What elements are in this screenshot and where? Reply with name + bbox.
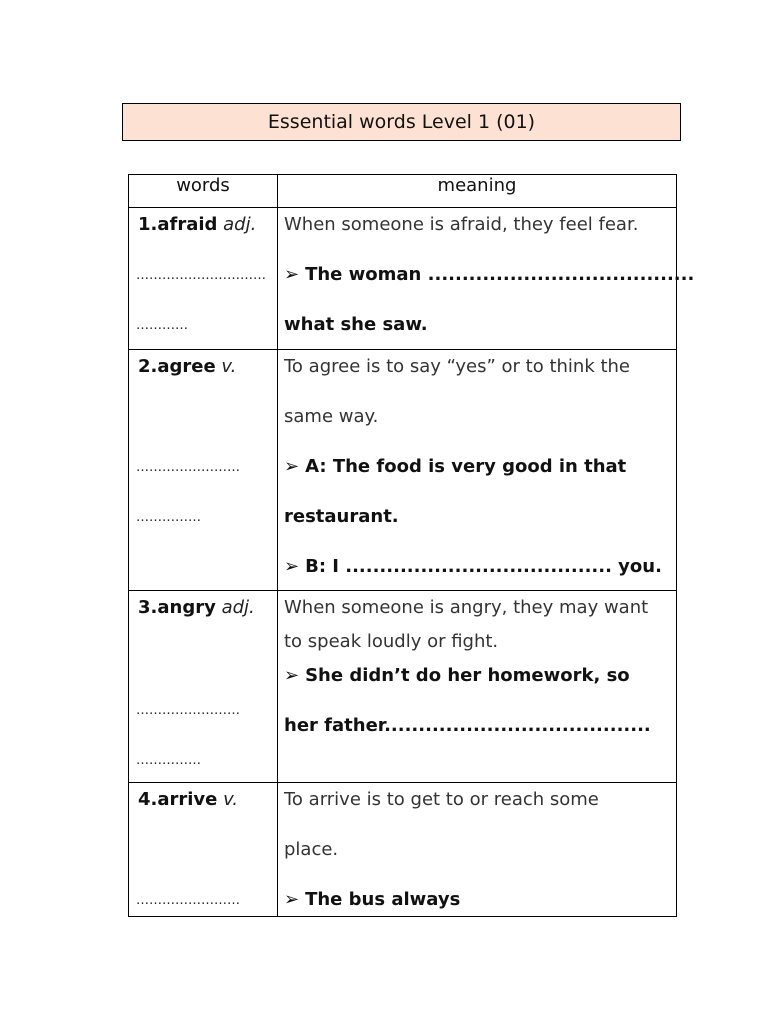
definition-text: same way.: [284, 406, 379, 427]
table-row: [129, 591, 677, 783]
arrow-bullet-icon: ➢: [284, 889, 300, 910]
meaning-cell: [278, 208, 695, 350]
blank-line: ……………………: [136, 893, 240, 908]
example-text: A: The food is very good in that: [305, 456, 627, 477]
arrow-bullet-icon: ➢: [284, 264, 300, 285]
blank-line: …………: [136, 318, 188, 333]
table-row: [129, 350, 677, 591]
example-text: B: I ....................................... you.: [305, 556, 662, 577]
part-of-speech: v.: [223, 789, 239, 810]
title-text: Essential words Level 1 (01): [267, 111, 536, 133]
arrow-bullet-icon: ➢: [284, 456, 300, 477]
table-header-row: [129, 175, 677, 208]
definition-text: When someone is angry, they may want: [284, 597, 649, 618]
blank-line: ……………: [136, 510, 201, 525]
example-continuation: what she saw.: [284, 314, 428, 335]
example-text: The woman .......................................: [305, 264, 695, 285]
part-of-speech: adj.: [223, 214, 257, 235]
word-cell: [129, 208, 278, 350]
part-of-speech: v.: [221, 356, 237, 377]
arrow-bullet-icon: ➢: [284, 556, 300, 577]
word-term: 1.afraid: [138, 214, 218, 235]
definition-text: place.: [284, 839, 339, 860]
example-text: She didn’t do her homework, so: [305, 665, 630, 686]
meaning-cell: [278, 783, 677, 917]
blank-line: …………………………: [136, 268, 266, 283]
vocabulary-table: [128, 174, 695, 917]
word-term: 2.agree: [138, 356, 216, 377]
blank-line: ……………………: [136, 703, 240, 718]
part-of-speech: adj.: [221, 597, 255, 618]
word-cell: [129, 350, 278, 591]
meaning-cell: [278, 350, 677, 591]
blank-line: ……………………: [136, 460, 240, 475]
word-cell: [129, 783, 278, 917]
blank-line: ……………: [136, 753, 201, 768]
example-continuation: her father.......................................: [284, 715, 651, 736]
example-text: The bus always: [305, 889, 461, 910]
meaning-cell: [278, 591, 677, 783]
definition-text: When someone is afraid, they feel fear.: [284, 214, 639, 235]
table-row: [129, 208, 677, 350]
header-words: words: [129, 175, 278, 208]
word-term: 4.arrive: [138, 789, 218, 810]
word-cell: [129, 591, 278, 783]
definition-text: To arrive is to get to or reach some: [284, 789, 599, 810]
arrow-bullet-icon: ➢: [284, 665, 300, 686]
table-row: [129, 783, 677, 917]
header-meaning: meaning: [278, 175, 677, 208]
definition-text: to speak loudly or fight.: [284, 631, 499, 652]
example-continuation: restaurant.: [284, 506, 399, 527]
definition-text: To agree is to say “yes” or to think the: [284, 356, 630, 377]
word-term: 3.angry: [138, 597, 216, 618]
page-title: [122, 103, 681, 141]
